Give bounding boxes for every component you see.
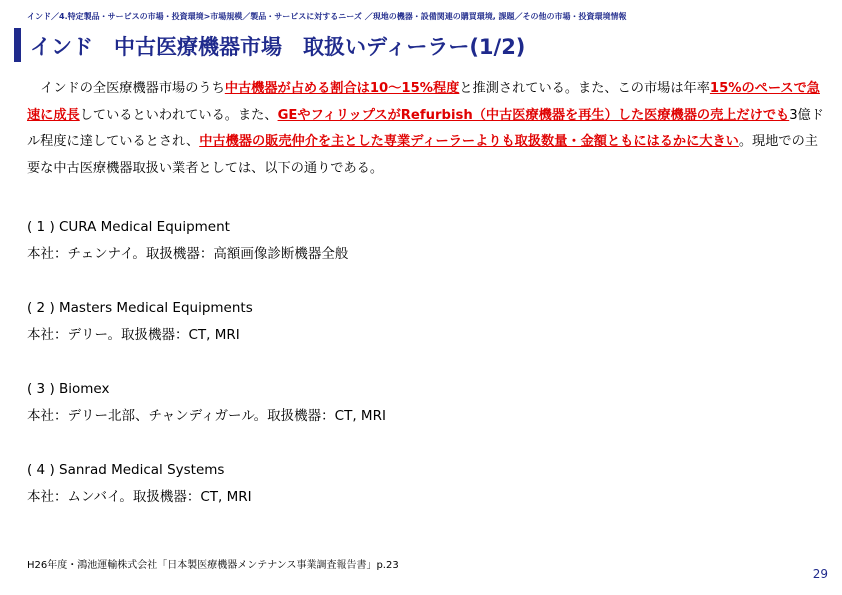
highlight-refurbish-sales: GEやフィリップスがRefurbish（中古医療機器を再生）した医療機器の売上だけでも [277, 107, 790, 123]
dealer-name: ( 2 ) Masters Medical Equipments [27, 300, 253, 316]
title-accent-bar [14, 28, 21, 62]
dealer-list [27, 214, 807, 538]
dealer-entry [27, 457, 807, 511]
intro-text: しているといわれている。また、 [79, 107, 278, 123]
intro-text: と推測されている。また、この市場は年率 [459, 81, 710, 96]
page-title: インド 中古医療機器市場 取扱いディーラー(1/2) [30, 35, 526, 59]
dealer-entry [27, 295, 807, 349]
page-number: 29 [812, 567, 828, 581]
highlight-dealer-comparison: 中古機器の販売仲介を主とした専業ディーラーよりも取扱数量・金額ともにはるかに大きい [199, 134, 739, 149]
dealer-name: ( 1 ) CURA Medical Equipment [27, 219, 230, 235]
dealer-entry [27, 214, 807, 268]
intro-text: 。現地での主要な中古医療機器取扱い業者としては、以下の通りである。 [27, 134, 818, 176]
breadcrumb: インド／4.特定製品・サービスの市場・投資環境>市場規模／製品・サービスに対するニーズ ／現地の機器・設備関連の購買環境, 課題／その他の市場・投資環境情報 [27, 12, 627, 21]
dealer-detail: 本社：チェンナイ。取扱機器：高額画像診断機器全般 [27, 246, 349, 262]
intro-paragraph [27, 76, 827, 182]
dealer-name: ( 3 ) Biomex [27, 381, 110, 397]
highlight-used-share: 中古機器が占める割合は10～15%程度 [224, 81, 460, 96]
highlight-growth-rate: 15%のペースで急速に成長 [27, 81, 820, 123]
dealer-detail: 本社：デリー。取扱機器：CT, MRI [27, 327, 240, 343]
intro-text: 3億ドル程度に達しているとされ、 [27, 107, 824, 149]
dealer-entry [27, 376, 807, 430]
dealer-detail: 本社：デリー北部、チャンディガール。取扱機器：CT, MRI [27, 408, 386, 424]
dealer-detail: 本社：ムンバイ。取扱機器：CT, MRI [27, 489, 252, 505]
source-citation: H26年度・鴻池運輸株式会社「日本製医療機器メンテナンス事業調査報告書」p.23 [27, 560, 399, 571]
intro-text: インドの全医療機器市場のうち [27, 81, 225, 96]
dealer-name: ( 4 ) Sanrad Medical Systems [27, 462, 225, 478]
